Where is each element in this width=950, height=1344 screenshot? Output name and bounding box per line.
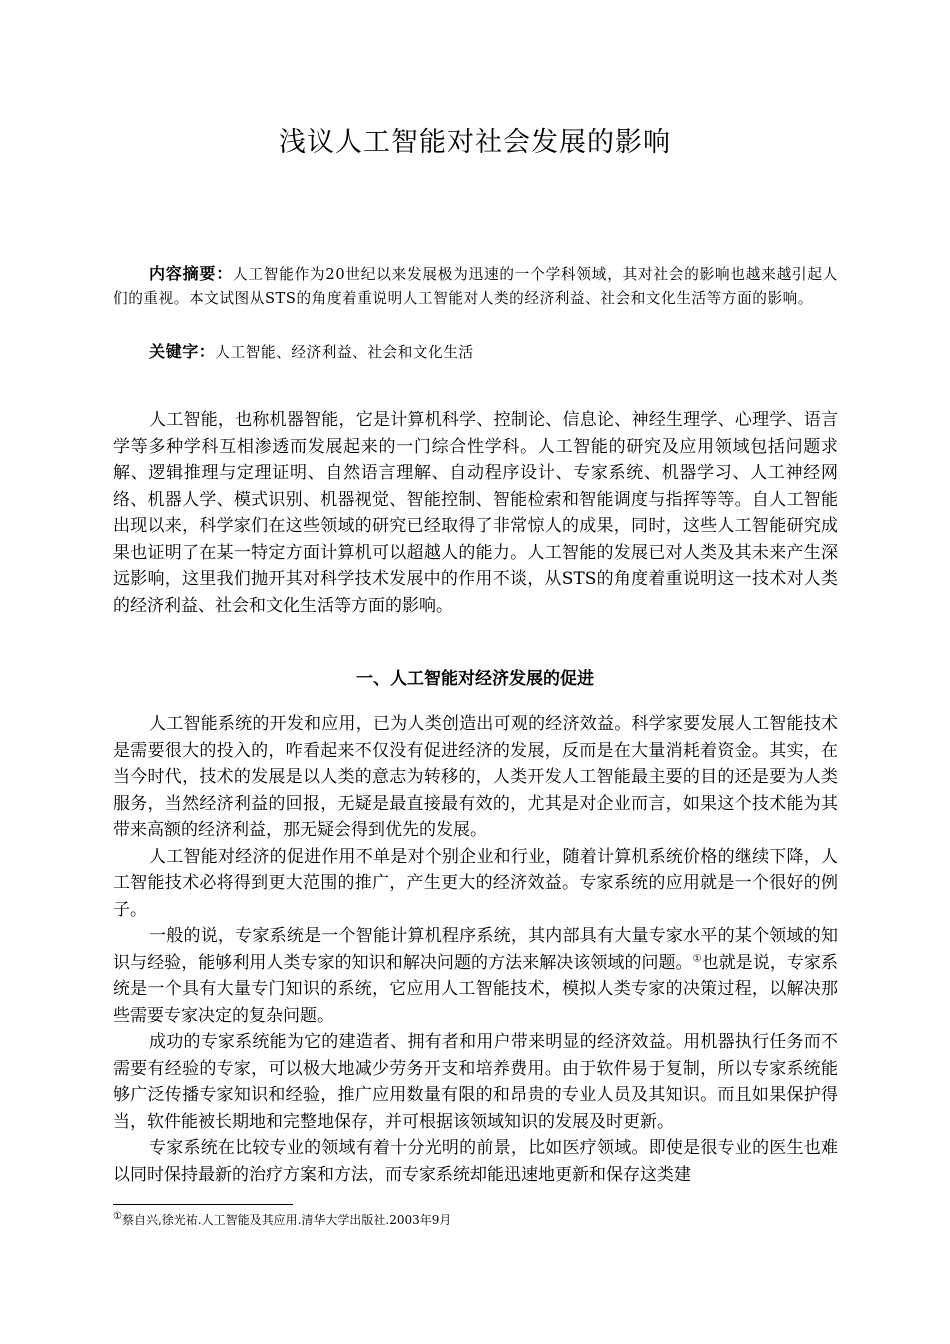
page-title: 浅议人工智能对社会发展的影响 (279, 127, 671, 158)
intro-paragraph: 人工智能，也称机器智能，它是计算机科学、控制论、信息论、神经生理学、心理学、语言学等多种学科互相渗透而发展起来的一门综合性学科。人工智能的研究及应用领域包括问题求解、逻辑推理与定理证明、自然语言理解、自动程序设计、专家系统、机器学习、人工神经网络、机器人学、模式识别、机器视觉、智能控制、智能检索和智能调度与指挥等等。自人工智能出现以来，科学家们在这些领域的研究已经取得了非常惊人的成果，同时，这些人工智能研究成果也证明了在某一特定方面计算机可以超越人的能力。人工智能的发展已对人类及其未来产生深远影响，这里我们抛开其对科学技术发展中的作用不谈，从STS的角度着重说明这一技术对人类的经济利益、社会和文化生活等方面的影响。 (113, 410, 838, 616)
paragraph-4: 成功的专家系统能为它的建造者、拥有者和用户带来明显的经济效益。用机器执行任务而不需要有经验的专家，可以极大地减少劳务开支和培养费用。由于软件易于复制，所以专家系统能够广泛传播专家知识和经验，推广应用数量有限的和昂贵的专业人员及其知识。而且如果保护得当，软件能被长期地和完整地保存，并可根据该领域知识的发展及时更新。 (113, 1032, 838, 1132)
section-body (113, 711, 838, 1188)
footnote (113, 1211, 838, 1229)
footnote-divider (113, 1204, 293, 1205)
abstract-text: 人工智能作为20世纪以来发展极为迅速的一个学科领域，其对社会的影响也越来越引起人们的重视。本文试图从STS的角度着重说明人工智能对人类的经济利益、社会和文化生活等方面的影响。 (113, 266, 838, 307)
abstract-label: 内容摘要： (149, 264, 234, 283)
paragraph-3-part-a: 一般的说，专家系统是一个智能计算机程序系统，其内部具有大量专家水平的某个领域的知识与经验，能够利用人类专家的知识和解决问题的方法来解决该领域的问题。 (113, 926, 838, 973)
footnote-text: 蔡自兴,徐光祐.人工智能及其应用.清华大学出版社.2003年9月 (121, 1213, 452, 1227)
intro-section (113, 407, 838, 619)
paragraph-3-part-b: 也就是说，专家系统是一个具有大量专门知识的系统，它应用人工智能技术，模拟人类专家的决策过程，以解决那些需要专家决定的复杂问题。 (113, 952, 839, 1026)
abstract (113, 262, 838, 311)
keywords-label: 关键字： (149, 342, 216, 361)
paragraph-1: 人工智能系统的开发和应用，已为人类创造出可观的经济效益。科学家要发展人工智能技术是需要很大的投入的，咋看起来不仅没有促进经济的发展，反而是在大量消耗着资金。其实，在当今时代，技术的发展是以人类的意志为转移的，人类开发人工智能最主要的目的还是要为人类服务，当然经济利益的回报，无疑是最直接最有效的，尤其是对企业而言，如果这个技术能为其带来高额的经济利益，那无疑会得到优先的发展。 (113, 714, 838, 840)
paragraph-2: 人工智能对经济的促进作用不单是对个别企业和行业，随着计算机系统价格的继续下降，人工智能技术必将得到更大范围的推广，产生更大的经济效益。专家系统的应用就是一个很好的例子。 (113, 846, 838, 920)
section-heading: 一、人工智能对经济发展的促进 (356, 669, 594, 689)
keywords (113, 340, 838, 365)
keywords-text: 人工智能、经济利益、社会和文化生活 (215, 344, 474, 361)
footnote-mark: ① (113, 1211, 122, 1222)
footnote-reference: ① (692, 952, 702, 964)
paragraph-3 (113, 923, 838, 1029)
paragraph-5: 专家系统在比较专业的领域有着十分光明的前景，比如医疗领域。即使是很专业的医生也难以同时保持最新的治疗方案和方法，而专家系统却能迅速地更新和保存这类建 (113, 1138, 838, 1185)
